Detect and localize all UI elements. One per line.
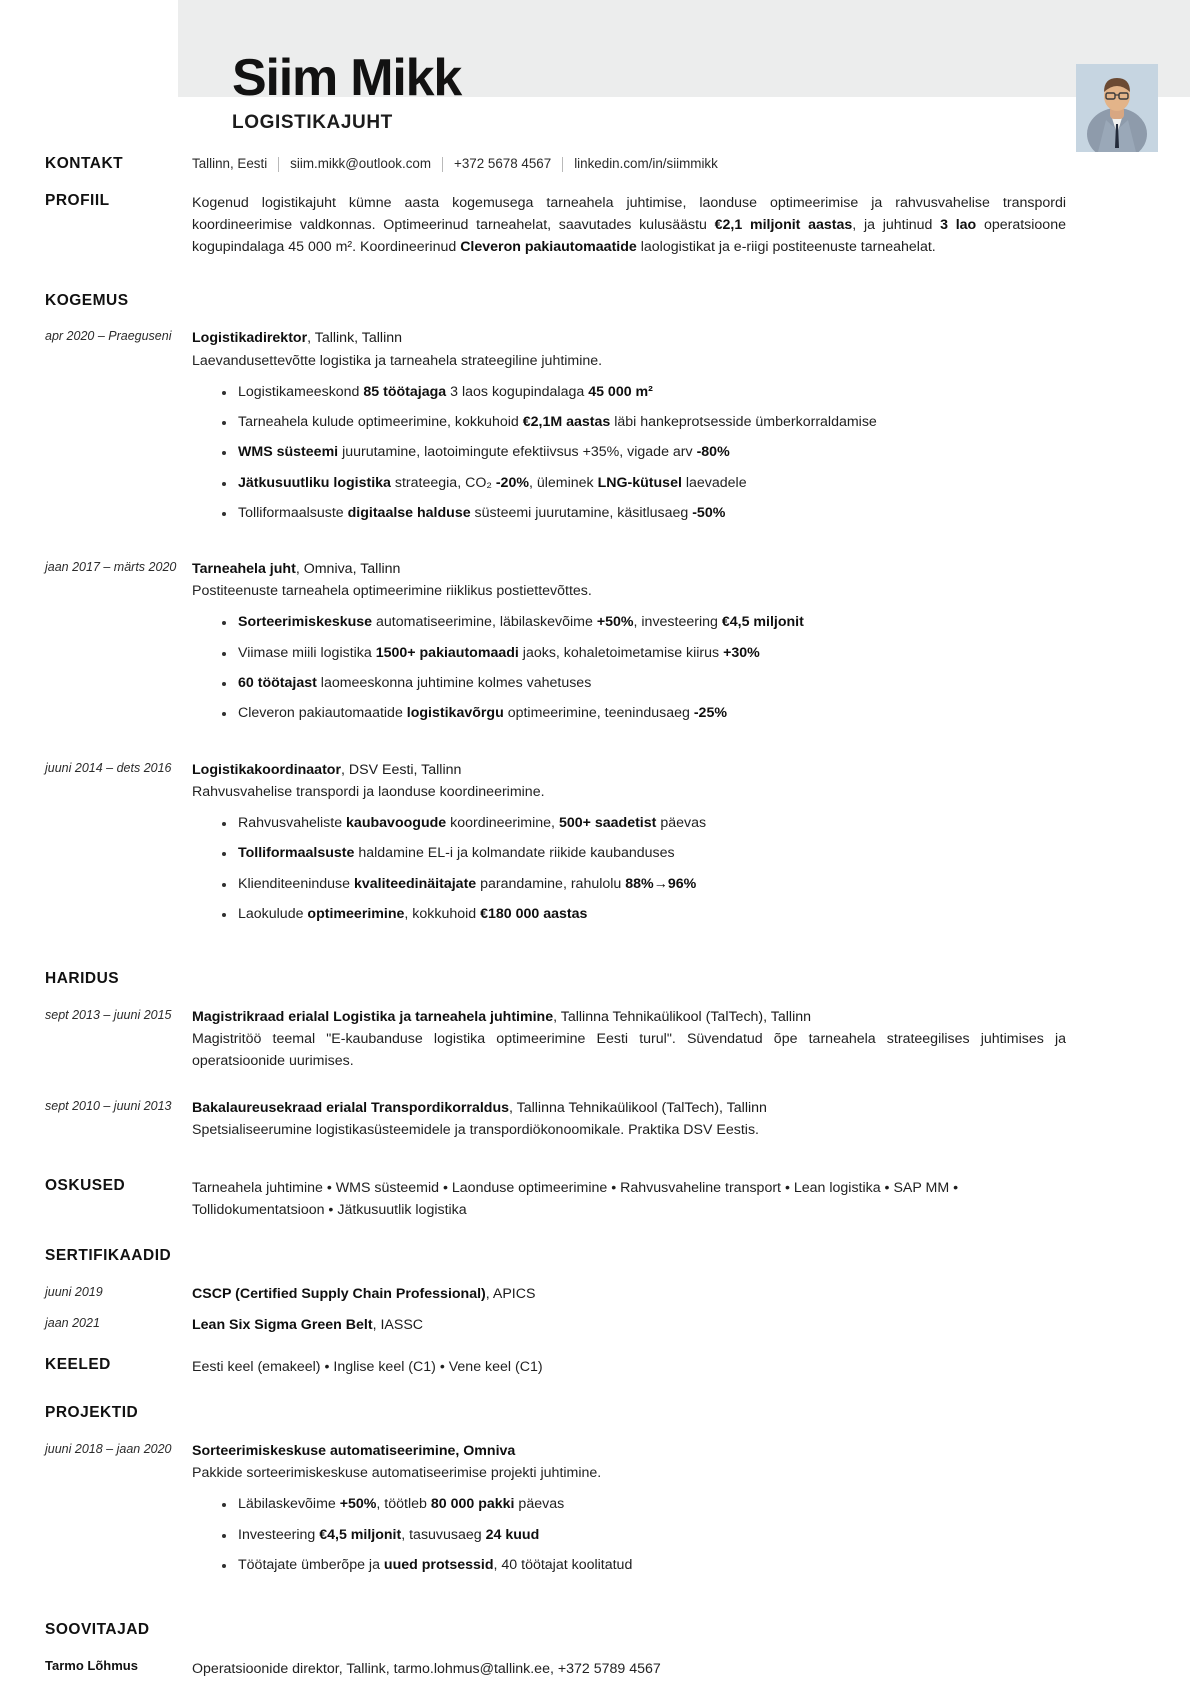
contact-linkedin[interactable]: linkedin.com/in/siimmikk — [574, 156, 718, 171]
bullet-item: Rahvusvaheliste kaubavoogude koordineerimine, 500+ saadetist päevas — [222, 813, 1066, 834]
certificates-list — [0, 1284, 1190, 1347]
experience-item — [0, 760, 1190, 934]
bullet-item: Klienditeeninduse kvaliteedinäitajate parandamine, rahulolu 88%→96% — [222, 874, 1066, 895]
education-section-header — [0, 970, 1190, 989]
education-item-description: Spetsialiseerumine logistikasüsteemidele ja transpordiökonoomikale. Praktika DSV Eestis. — [192, 1122, 759, 1139]
contact-separator-icon — [442, 157, 443, 172]
profile-section — [0, 192, 1190, 258]
certificate-item-title: Lean Six Sigma Green Belt, IASSC — [192, 1317, 424, 1334]
education-list — [0, 1007, 1190, 1168]
contact-phone[interactable]: +372 5678 4567 — [454, 156, 552, 171]
reference-item-details: Operatsioonide direktor, Tallink, tarmo.lohmus@tallink.ee, +372 5789 4567 — [192, 1660, 661, 1677]
experience-item-date: jaan 2017 – märts 2020 — [45, 560, 177, 575]
experience-item-title: Logistikadirektor, Tallink, Tallinn — [192, 330, 403, 347]
project-item-title: Sorteerimiskeskuse automatiseerimine, Omniva — [192, 1443, 516, 1460]
resume-header — [0, 0, 1190, 155]
section-label-skills: OSKUSED — [45, 1177, 126, 1195]
section-label-profile: PROFIIL — [45, 191, 110, 209]
education-item-date: sept 2010 – juuni 2013 — [45, 1099, 172, 1113]
certificate-item-date: jaan 2021 — [45, 1316, 100, 1331]
experience-item-date: juuni 2014 – dets 2016 — [45, 760, 172, 775]
certificate-item — [0, 1284, 1190, 1305]
languages-text: Eesti keel (emakeel) • Inglise keel (C1) • Vene keel (C1) — [192, 1359, 543, 1376]
bullet-item: Tolliformaalsuste haldamine EL-i ja kolmandate riikide kaubanduses — [222, 843, 1066, 864]
section-label-certificates: SERTIFIKAADID — [45, 1247, 172, 1265]
bullet-item: Tarneahela kulude optimeerimine, kokkuhoid €2,1M aastas läbi hankeprotsesside ümberkorraldamise — [222, 412, 1066, 433]
bullet-item: Jätkusuutliku logistika strateegia, CO₂ -20%, üleminek LNG-kütusel laevadele — [222, 473, 1066, 494]
experience-item-subtitle: Postiteenuste tarneahela optimeerimine riiklikus postiettevõttes. — [192, 583, 592, 600]
experience-item-title: Tarneahela juht, Omniva, Tallinn — [192, 561, 401, 578]
bullet-item: Logistikameeskond 85 töötajaga 3 laos kogupindalaga 45 000 m² — [222, 382, 1066, 403]
section-label-projects: PROJEKTID — [45, 1404, 139, 1422]
education-item-date: sept 2013 – juuni 2015 — [45, 1007, 172, 1022]
references-section-header — [0, 1621, 1190, 1640]
section-label-references: SOOVITAJAD — [45, 1621, 150, 1639]
education-item-title: Bakalaureusekraad erialal Transpordikorraldus, Tallinna Tehnikaülikool (TalTech), Tallinn — [192, 1100, 767, 1116]
bullet-item: Töötajate ümberõpe ja uued protsessid, 40 töötajat koolitatud — [222, 1555, 1066, 1576]
experience-item-subtitle: Rahvusvahelise transpordi ja laonduse koordineerimine. — [192, 783, 545, 800]
contact-separator-icon — [562, 157, 563, 172]
bullet-item: Sorteerimiskeskuse automatiseerimine, läbilaskevõime +50%, investeering €4,5 miljonit — [222, 612, 1066, 633]
project-item-date: juuni 2018 – jaan 2020 — [45, 1442, 172, 1457]
projects-list — [0, 1441, 1190, 1611]
project-item-subtitle: Pakkide sorteerimiskeskuse automatiseerimise projekti juhtimine. — [192, 1465, 602, 1482]
avatar — [1076, 64, 1158, 152]
experience-item-date: apr 2020 – Praeguseni — [45, 329, 172, 344]
portrait-illustration — [1076, 64, 1158, 152]
education-item — [0, 1007, 1190, 1072]
bullet-item: 60 töötajast laomeeskonna juhtimine kolmes vahetuses — [222, 673, 1066, 694]
certificate-item — [0, 1315, 1190, 1336]
contact-email[interactable]: siim.mikk@outlook.com — [290, 156, 432, 171]
bullet-item: Investeering €4,5 miljonit, tasuvusaeg 24 kuud — [222, 1525, 1066, 1546]
bullet-item: WMS süsteemi juurutamine, laotoimingute efektiivsus +35%, vigade arv -80% — [222, 442, 1066, 463]
contact-separator-icon — [278, 157, 279, 172]
reference-item — [0, 1658, 1190, 1680]
bullet-item: Cleveron pakiautomaatide logistikavõrgu optimeerimine, teenindusaeg -25% — [222, 703, 1066, 724]
section-label-languages: KEELED — [45, 1356, 111, 1374]
experience-item-bullets — [192, 612, 1066, 724]
experience-list — [0, 328, 1190, 960]
education-item-title: Magistrikraad erialal Logistika ja tarneahela juhtimine, Tallinna Tehnikaülikool (TalTech), Tallinn — [192, 1008, 812, 1025]
project-item — [0, 1441, 1190, 1585]
experience-item-bullets — [192, 382, 1066, 524]
education-item-description: Magistritöö teemal "E-kaubanduse logistika optimeerimine Eesti turul". Süvendatud õpe tarneahela strateegilises juhtimises ja operatsioonide uurimises. — [192, 1031, 1066, 1069]
skills-section — [0, 1177, 1190, 1221]
experience-section-header — [0, 292, 1190, 311]
contact-location: Tallinn, Eesti — [192, 156, 268, 171]
job-title: LOGISTIKAJUHT — [232, 112, 393, 133]
certificate-item-date: juuni 2019 — [45, 1284, 103, 1299]
experience-item — [0, 559, 1190, 733]
certificate-item-title: CSCP (Certified Supply Chain Professional), APICS — [192, 1285, 536, 1302]
experience-item-subtitle: Laevandusettevõtte logistika ja tarneahela strateegiline juhtimine. — [192, 352, 603, 369]
project-item-bullets — [192, 1494, 1066, 1576]
experience-item — [0, 328, 1190, 533]
bullet-item: Tolliformaalsuste digitaalse halduse süsteemi juurutamine, käsitlusaeg -50% — [222, 503, 1066, 524]
education-item — [0, 1098, 1190, 1141]
page-title: Siim Mikk — [232, 49, 462, 107]
section-label-experience: KOGEMUS — [45, 291, 129, 309]
certificates-section-header — [0, 1247, 1190, 1266]
contact-section — [0, 155, 1190, 174]
profile-text: Kogenud logistikajuht kümne aasta kogemusega tarneahela juhtimise, laonduse optimeerimise ja rahvusvahelise transpordi koordineerimise valdkonnas. Optimeerinud tarneahelat, saavutades kulusäästu €2,1 miljonit aastas, ja juhtinud 3 lao operatsioone kogupindalaga 45 000 m². Koordineerinud Cleveron pakiautomaatide laologistikat ja e-riigi postiteenuste tarneahelat. — [192, 194, 1066, 255]
bullet-item: Läbilaskevõime +50%, töötleb 80 000 pakki päevas — [222, 1494, 1066, 1515]
bullet-item: Viimase miili logistika 1500+ pakiautomaadi jaoks, kohaletoimetamise kiirus +30% — [222, 643, 1066, 664]
section-label-education: HARIDUS — [45, 970, 120, 988]
bullet-item: Laokulude optimeerimine, kokkuhoid €180 000 aastas — [222, 904, 1066, 925]
skills-text: Tarneahela juhtimine • WMS süsteemid • Laonduse optimeerimine • Rahvusvaheline transport • Lean logistika • SAP MM • Tollidokumentatsioon • Jätkusuutlik logistika — [192, 1180, 959, 1219]
languages-section — [0, 1356, 1190, 1378]
references-list — [0, 1658, 1190, 1680]
experience-item-title: Logistikakoordinaator, DSV Eesti, Tallinn — [192, 761, 462, 778]
contact-line — [192, 155, 1066, 174]
experience-item-bullets — [192, 813, 1066, 925]
reference-item-name: Tarmo Lõhmus — [45, 1657, 138, 1673]
section-label-contact: KONTAKT — [45, 155, 124, 172]
projects-section-header — [0, 1404, 1190, 1423]
